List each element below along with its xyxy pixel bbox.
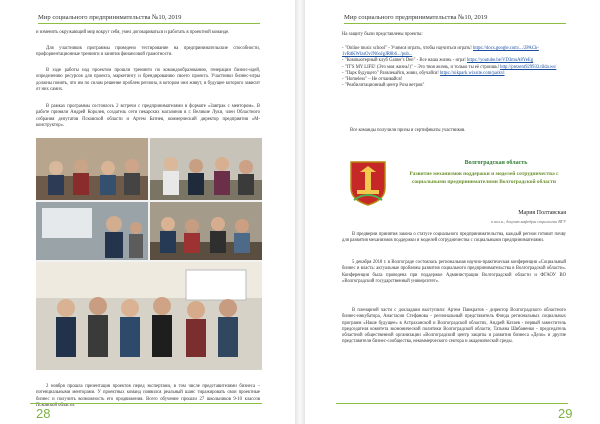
left-paragraph-3: В ходе работы над проектом прошли тренинги по командообразованию, генерации бизнес-идей, определению ресурсов для проекта, маркетингу и брендированию своего проекта. Участники бизнес-игры должны понять, что им по силам решение проблем региона, в котором они живут, и будущее которого зависит от них самих. [36, 68, 260, 92]
right-paragraph-2: 5 декабря 2018 г. в Волгограде состоялась региональная научно-практическая конференция «Социальный бизнес и власть: актуальные проблемы развития социального предпринимательства в Волгоградской области». Конференция была проведена при поддержке Администрации Волгоградской области и ФГАОУ ВО «Волгоградский государственный университет». [342, 260, 566, 284]
left-paragraph-5: 2 ноября прошла презентация проектов перед экспертами, в том числе представителями бизнеса – потенциальными менторами. У проектных команд появился реальный шанс тиражировать свои проектные бизнес и получить возможность его продвижения. Всего обучение прошли 27 школьников 9-10 классов Псковской области. [36, 384, 260, 408]
right-page [306, 0, 600, 424]
photo-collage-image [36, 138, 262, 370]
left-header-rule [38, 23, 260, 24]
region-name: Волгоградская область [464, 160, 528, 166]
project-link[interactable]: https://docs.google.com/.../2PACh-1vRdKWlzsOvJN6oJgJR8b6.../pub... [342, 46, 539, 58]
closing-line: Все команды получили призы и сертификаты участников. [350, 128, 466, 133]
project-item: - "IT'S MY LIFE! (Это моя жизнь!)" – Это твоя жизнь, и только ты её строишь! http://prezent929933.tilda.ws/ [342, 64, 557, 70]
right-paragraph-3: В пленарной части с докладами выступили: Артем Панкратов - директор Волгоградского областного бизнес-инкубатора, Анастасия Стефанова - региональный представитель Фонда региональных социальных программ «Наше будущее» в Астраханской и Волгоградской областях, Андрей Катаев - первый заместитель председателя комитета экономической политики Волгоградской области, Татьяна Шибаненко - председатель областной общественной организации «Волгоградский центр защиты и развития бизнеса «Дело» и другие представители бизнес-сообщества, некоммерческого сектора и академической среды. [342, 308, 566, 345]
right-header-rule [344, 23, 566, 24]
right-footer-rule [336, 403, 568, 404]
left-paragraph-1: и изменить окружающий мир вокруг себя, умел договариваться и работать в проектной команде. [36, 30, 230, 35]
project-item: - "Homeless" – Не отчаивайся! [342, 77, 403, 83]
project-item: - "Парк будущего" Развлекайся, живи, обучайся! https://nikpark.wixsite.com/parkvl [342, 70, 505, 76]
author-name: Мария Полтавская [518, 210, 566, 216]
project-link[interactable]: http://prezent929933.tilda.ws/ [500, 64, 557, 70]
book-gutter [295, 0, 305, 424]
left-page-number: 28 [36, 406, 51, 421]
left-running-header: Мир социального предпринимательства №10, 2019 [38, 14, 182, 21]
article-title: Развитие механизмов поддержки и моделей сотрудничества с социальными предпринимателями Волгоградской области [409, 171, 559, 185]
project-item: - "Реабилитационный центр Роза ветров" [342, 83, 425, 89]
right-paragraph-1: В предверии принятия закона о статусе социального предпринимательства, каждый регион готовит почву для развития механизмов поддержки и моделей сотрудничества с социальными предпринимателями. [342, 232, 566, 244]
photo-collage [36, 138, 262, 370]
left-page [0, 0, 294, 424]
left-footer-rule [30, 403, 262, 404]
projects-intro: На защиту были представлены проекты: [342, 32, 423, 37]
left-paragraph-4: В рамках программы состоялось 2 встречи с предпринимателями в формате «Завтрак с ментором». В работе приняли Андрей Королев, создатель сети пекарских магазинов в г. Великие Луки, член Областного собрания депутатов Псковской области и Артем Батнев, коммерческий директор предприятия «М-конструктор». [36, 104, 260, 128]
project-link[interactable]: https://youtube.be/VD3muA8YeEg [467, 58, 534, 64]
projects-list [342, 46, 564, 89]
project-link[interactable]: https://nikpark.wixsite.com/parkvl [439, 70, 505, 76]
volgograd-coat-of-arms-icon [348, 160, 388, 206]
left-paragraph-2: Для участников программы проведено тестирование на предпринимательские способности, профориентационные тренинги и занятия финансовой грамотности. [36, 46, 260, 58]
project-item: - "Online music school" - Учимся играть, чтобы научиться играть! https://docs.google.com/.../2PACh-1vRdKWlzsOvJN6oJgJR8b6.../pub... [342, 46, 539, 58]
right-page-number: 29 [558, 406, 573, 421]
right-running-header: Мир социального предпринимательства №10, 2019 [344, 14, 488, 21]
author-role: к.пол.н., доцент кафедры социологии ВГУ [491, 219, 566, 224]
project-item: - "Компьютерный клуб Gamer's Den" - Все наша жизнь - игра! https://youtube.be/VD3muA8YeEg [342, 58, 534, 64]
